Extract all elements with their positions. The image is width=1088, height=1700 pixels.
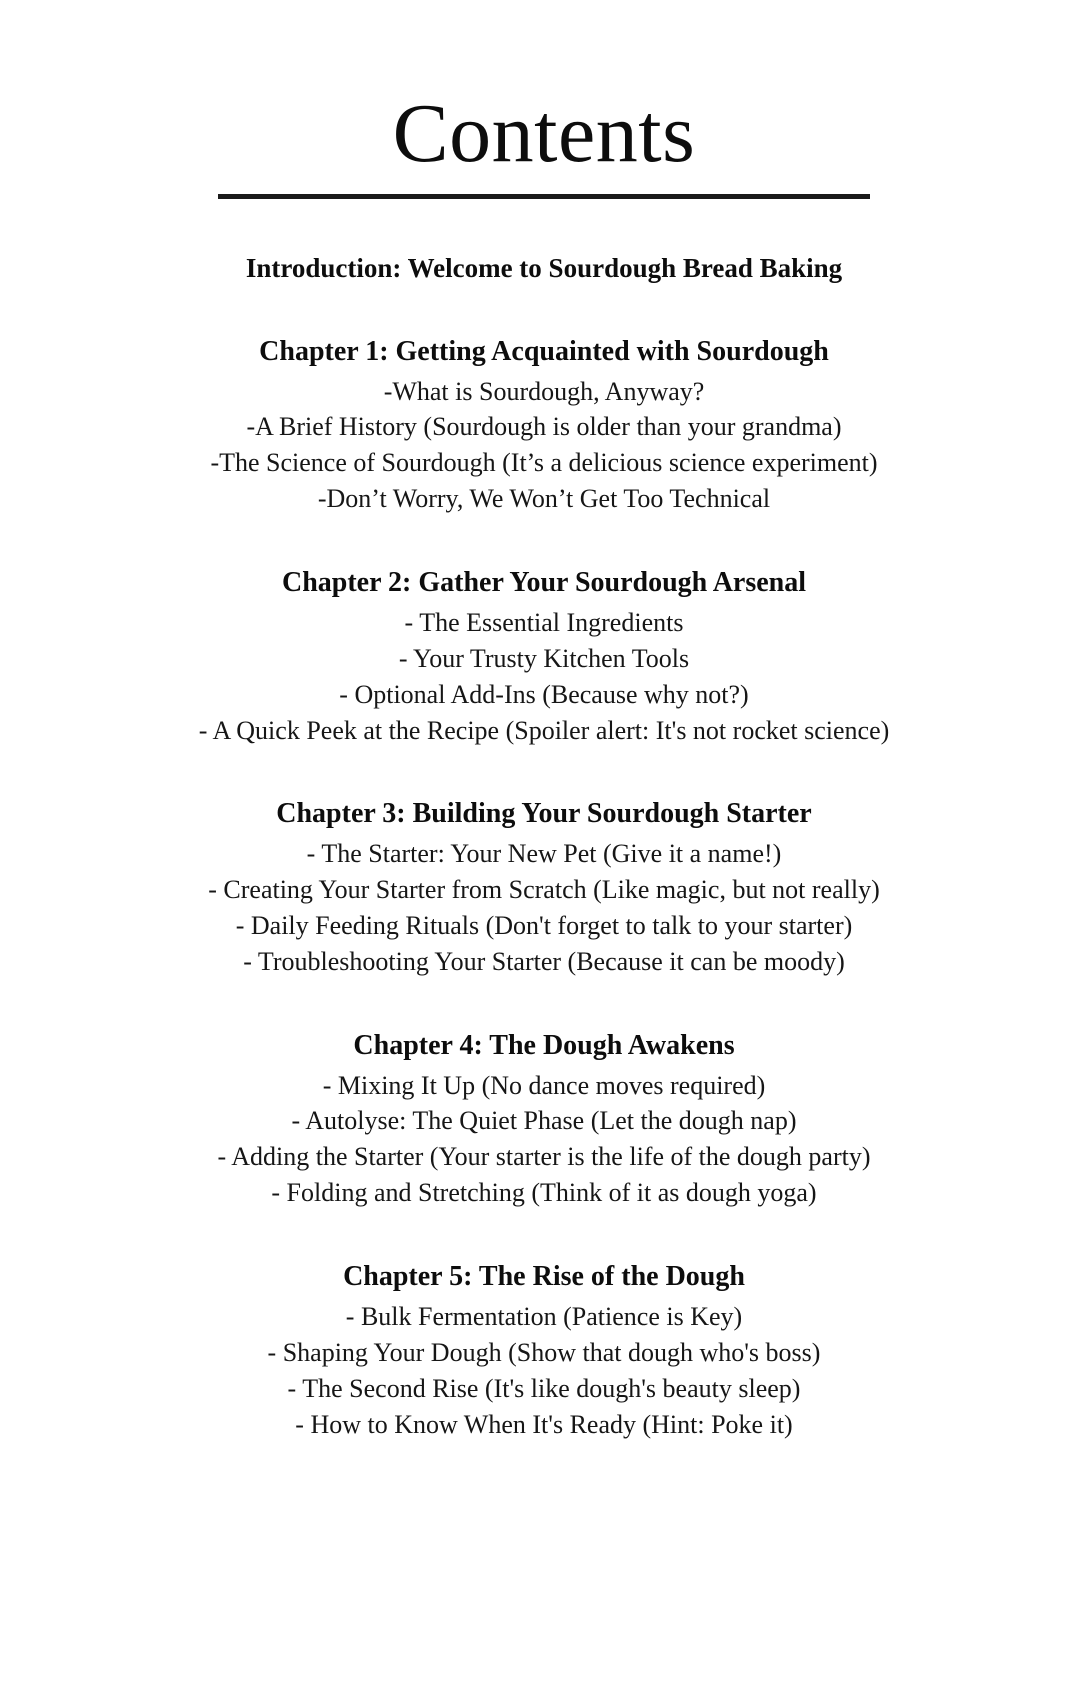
toc-chapter-item[interactable]: -A Brief History (Sourdough is older than your grandma) bbox=[246, 412, 842, 442]
toc-chapter-item-list bbox=[44, 374, 1044, 518]
toc-chapter-item[interactable]: - Your Trusty Kitchen Tools bbox=[398, 643, 690, 673]
toc-chapter-heading[interactable]: Chapter 3: Building Your Sourdough Starter bbox=[276, 798, 812, 830]
toc-chapter-block bbox=[44, 1028, 1044, 1211]
toc-chapter-heading[interactable]: Chapter 2: Gather Your Sourdough Arsenal bbox=[281, 567, 807, 599]
toc-chapter-item[interactable]: - The Starter: Your New Pet (Give it a name!) bbox=[306, 839, 782, 869]
toc-content bbox=[44, 252, 1044, 1442]
toc-chapter-block bbox=[44, 565, 1044, 748]
toc-chapter-item[interactable]: - Autolyse: The Quiet Phase (Let the dough nap) bbox=[291, 1106, 797, 1136]
toc-chapter-item-list bbox=[44, 836, 1044, 980]
toc-chapter-item[interactable]: - How to Know When It's Ready (Hint: Poke it) bbox=[295, 1409, 793, 1439]
title-divider bbox=[218, 194, 870, 199]
toc-chapter-item[interactable]: - The Second Rise (It's like dough's beauty sleep) bbox=[287, 1373, 801, 1403]
toc-chapter-item[interactable]: - Creating Your Starter from Scratch (Like magic, but not really) bbox=[208, 875, 880, 905]
page-title: Contents bbox=[392, 87, 696, 180]
toc-chapter-block bbox=[44, 796, 1044, 979]
toc-chapter-item[interactable]: - Daily Feeding Rituals (Don't forget to talk to your starter) bbox=[235, 910, 853, 940]
toc-chapter-item[interactable]: - Folding and Stretching (Think of it as dough yoga) bbox=[271, 1178, 817, 1208]
toc-chapter-item[interactable]: - Optional Add-Ins (Because why not?) bbox=[339, 679, 749, 709]
toc-chapter-item-list bbox=[44, 605, 1044, 749]
toc-chapter-item-list bbox=[44, 1299, 1044, 1443]
toc-chapter-item[interactable]: - Bulk Fermentation (Patience is Key) bbox=[345, 1301, 743, 1331]
toc-chapter-item[interactable]: -Don’t Worry, We Won’t Get Too Technical bbox=[317, 484, 771, 514]
toc-chapter-item[interactable]: - The Essential Ingredients bbox=[404, 607, 684, 637]
toc-chapter-item[interactable]: -The Science of Sourdough (It’s a delicious science experiment) bbox=[210, 448, 878, 478]
toc-chapter-heading[interactable]: Chapter 5: The Rise of the Dough bbox=[343, 1261, 745, 1293]
toc-chapter-item[interactable]: - Mixing It Up (No dance moves required) bbox=[322, 1070, 766, 1100]
toc-chapter-item[interactable]: - Shaping Your Dough (Show that dough who's boss) bbox=[267, 1337, 821, 1367]
toc-chapter-heading[interactable]: Chapter 4: The Dough Awakens bbox=[353, 1029, 735, 1061]
toc-chapter-item[interactable]: -What is Sourdough, Anyway? bbox=[383, 376, 705, 406]
toc-chapter-heading[interactable]: Chapter 1: Getting Acquainted with Sourdough bbox=[259, 335, 829, 367]
toc-chapter-block bbox=[44, 1259, 1044, 1442]
toc-chapter-item-list bbox=[44, 1068, 1044, 1212]
toc-chapter-item[interactable]: - Troubleshooting Your Starter (Because it can be moody) bbox=[243, 946, 845, 976]
toc-entry-introduction[interactable]: Introduction: Welcome to Sourdough Bread Baking bbox=[245, 253, 843, 283]
toc-chapter-item[interactable]: - Adding the Starter (Your starter is the life of the dough party) bbox=[217, 1142, 871, 1172]
toc-chapter-block bbox=[44, 334, 1044, 517]
toc-chapter-item[interactable]: - A Quick Peek at the Recipe (Spoiler alert: It's not rocket science) bbox=[198, 715, 890, 745]
